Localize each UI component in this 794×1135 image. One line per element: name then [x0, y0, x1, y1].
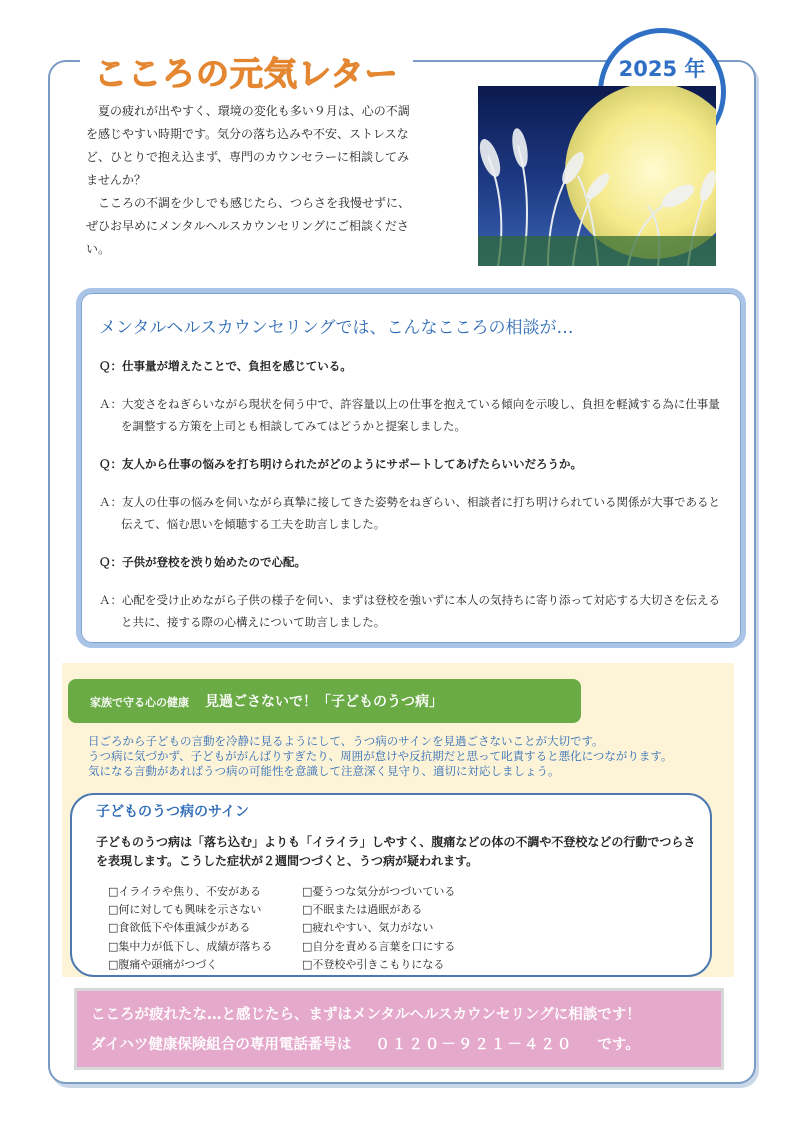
checklist-right-column	[302, 883, 455, 974]
signs-box	[70, 793, 712, 977]
family-text	[88, 734, 728, 779]
checklist-item: □自分を責める言葉を口にする	[302, 939, 456, 953]
checklist-item: □集中力が低下し、成績が落ちる	[108, 939, 273, 953]
qa-question: Ｑ：友人から仕事の悩みを打ち明けられたがどのようにサポートしてあげたらいいだろうか。	[99, 457, 582, 471]
checklist-item: □不登校や引きこもりになる	[302, 957, 445, 971]
qa-question: Ｑ：仕事量が増えたことで、負担を感じている。	[99, 359, 352, 373]
contact-line-2	[91, 1033, 640, 1054]
intro-text	[86, 100, 412, 261]
signs-description: 子どものうつ病は「落ち込む」よりも「イライラ」しやすく、腹痛などの体の不調や不登校などの行動でつらさを表現します。こうした症状が２週間つづくと、うつ病が疑われます。	[96, 835, 696, 868]
family-banner-small: 家族で守る心の健康	[90, 696, 189, 709]
family-banner	[68, 679, 581, 723]
letter-title: こころの元気レター	[80, 48, 413, 95]
intro-paragraph: 夏の疲れが出やすく、環境の変化も多い９月は、心の不調を感じやすい時期です。気分の落ち込みや不安、ストレスなど、ひとりで抱え込まず、専門のカウンセラーに相談してみませんか？	[86, 104, 410, 187]
badge-year: 2025 年	[618, 57, 706, 81]
family-banner-main: 見過ごさないで！「子どものうつ病」	[205, 694, 443, 710]
signs-title: 子どものうつ病のサイン	[96, 804, 250, 820]
family-line: 日ごろから子どもの言動を冷静に見るようにして、うつ病のサインを見過ごさないことが大切です。	[88, 734, 604, 748]
checklist-item: □何に対しても興味を示さない	[108, 903, 262, 917]
family-line: 気になる言動があればうつ病の可能性を意識して注意深く見守り、適切に対応しましょう。	[88, 764, 560, 778]
intro-paragraph: こころの不調を少しでも感じたら、つらさを我慢せずに、ぜひお早めにメンタルヘルスカウンセリングにご相談ください。	[86, 196, 411, 256]
contact-banner	[74, 988, 724, 1070]
contact-suffix: です。	[597, 1037, 640, 1053]
checklist-item: □憂うつな気分がつづいている	[302, 885, 456, 898]
grass-ground	[478, 236, 716, 266]
qa-answer: Ａ：友人の仕事の悩みを伺いながら真摯に接してきた姿勢をねぎらい、相談者に打ち明けられている関係が大事であると伝えて、悩む思いを傾聴する工夫を助言しました。	[99, 495, 720, 531]
checklist-item: □食欲低下や体重減少がある	[108, 921, 251, 935]
qa-heading: メンタルヘルスカウンセリングでは、こんなこころの相談が…	[99, 318, 574, 338]
counseling-qa-box	[76, 288, 746, 648]
family-line: うつ病に気づかず、子どもががんばりすぎたり、周囲が怠けや反抗期だと思って叱責すると悪化につながります。	[88, 749, 673, 763]
contact-prefix: ダイハツ健康保険組合の専用電話番号は	[91, 1037, 352, 1053]
qa-answer: Ａ：心配を受け止めながら子供の様子を伺い、まずは登校を強いずに本人の気持ちに寄り添って対応する大切さを伝えると共に、接する際の心構えについて助言しました。	[99, 593, 720, 629]
qa-question: Ｑ：子供が登校を渋り始めたので心配。	[99, 555, 306, 569]
qa-answer: Ａ：大変さをねぎらいながら現状を伺う中で、許容量以上の仕事を抱えている傾向を示唆し、負担を軽減する為に仕事量を調整する方策を上司とも相談してみてはどうかと提案しました。	[99, 397, 720, 433]
phone-number[interactable]: ０１２０－９２１－４２０	[375, 1037, 574, 1053]
moon-grass-image	[478, 86, 716, 266]
checklist-left-column	[108, 883, 272, 974]
qa-list	[99, 355, 729, 649]
checklist-item: □イライラや焦り、不安がある	[108, 885, 262, 898]
moon-pampas-illustration	[478, 86, 716, 266]
checklist-item: □腹痛や頭痛がつづく	[108, 957, 218, 971]
checklist-item: □疲れやすい、気力がない	[302, 921, 434, 935]
contact-line-1: こころが疲れたな…と感じたら、まずはメンタルヘルスカウンセリングに相談です！	[91, 1007, 641, 1023]
checklist-item: □不眠または過眠がある	[302, 903, 423, 917]
